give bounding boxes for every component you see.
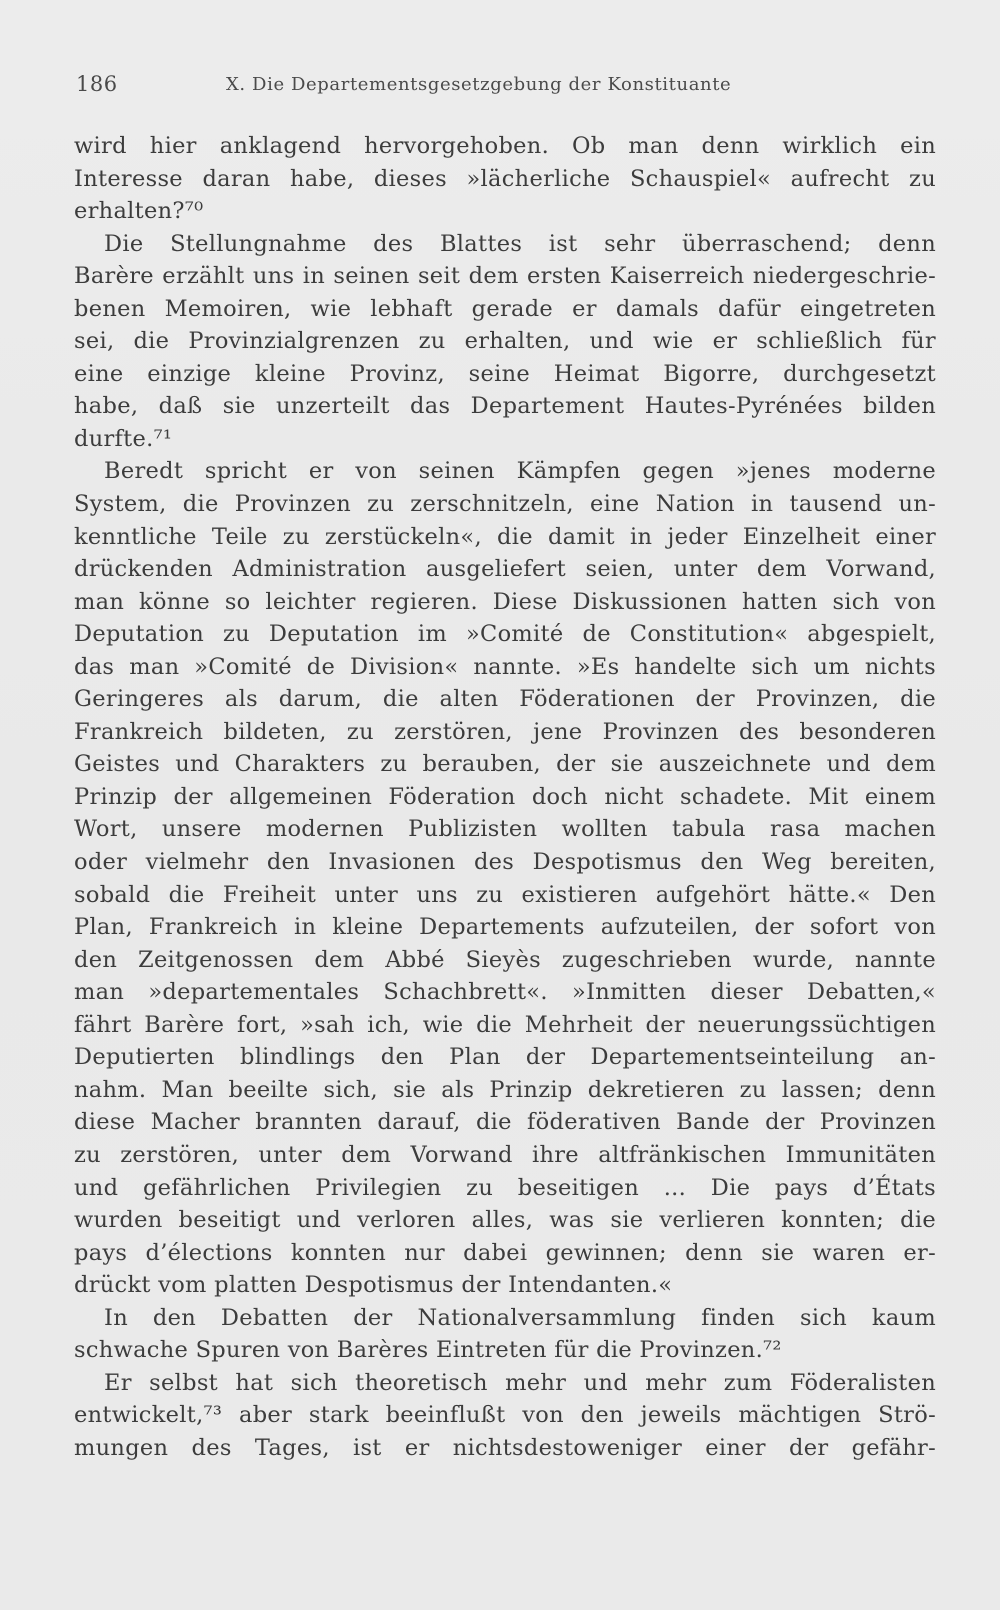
- text-line: Interesse daran habe, dieses »lächerliche Schauspiel« aufrecht zu: [74, 165, 936, 192]
- text-line: sei, die Provinzialgrenzen zu erhalten, und wie er schließlich für: [74, 328, 936, 355]
- text-line: Barère erzählt uns in seinen seit dem ersten Kaiserreich niedergeschrie-: [74, 263, 936, 290]
- text-line: Geringeres als darum, die alten Föderationen der Provinzen, die: [74, 686, 936, 713]
- text-line: den Zeitgenossen dem Abbé Sieyès zugeschrieben wurde, nannte: [74, 946, 936, 973]
- text-line: durfte.⁷¹: [74, 425, 173, 452]
- page-number: 186: [76, 72, 118, 96]
- text-line: man könne so leichter regieren. Diese Diskussionen hatten sich von: [74, 588, 936, 615]
- text-line: Prinzip der allgemeinen Föderation doch nicht schadete. Mit einem: [74, 783, 936, 810]
- text-line: Geistes und Charakters zu berauben, der sie auszeichnete und dem: [74, 751, 936, 778]
- running-title: X. Die Departementsgesetzgebung der Konstituante: [226, 74, 732, 95]
- text-line: nahm. Man beeilte sich, sie als Prinzip dekretieren zu lassen; denn: [74, 1076, 936, 1103]
- text-line: Die Stellungnahme des Blattes ist sehr überraschend; denn: [104, 230, 936, 257]
- text-line: wurden beseitigt und verloren alles, was sie verlieren konnten; die: [74, 1207, 936, 1234]
- text-line: fährt Barère fort, »sah ich, wie die Mehrheit der neuerungssüchtigen: [74, 1011, 936, 1038]
- text-line: diese Macher brannten darauf, die föderativen Bande der Provinzen: [74, 1109, 936, 1136]
- text-line: das man »Comité de Division« nannte. »Es handelte sich um nichts: [74, 653, 936, 680]
- text-line: sobald die Freiheit unter uns zu existieren aufgehört hätte.« Den: [74, 881, 936, 908]
- text-line: oder vielmehr den Invasionen des Despotismus den Weg bereiten,: [74, 849, 936, 876]
- text-line: Wort, unsere modernen Publizisten wollten tabula rasa machen: [74, 816, 936, 843]
- text-line: habe, daß sie unzerteilt das Departement Hautes-Pyrénées bilden: [74, 393, 936, 420]
- text-line: Beredt spricht er von seinen Kämpfen gegen »jenes moderne: [104, 458, 936, 485]
- text-line: Er selbst hat sich theoretisch mehr und mehr zum Föderalisten: [104, 1369, 936, 1396]
- text-line: zu zerstören, unter dem Vorwand ihre altfränkischen Immunitäten: [74, 1141, 936, 1168]
- text-line: schwache Spuren von Barères Eintreten für die Provinzen.⁷²: [74, 1337, 782, 1364]
- text-line: benen Memoiren, wie lebhaft gerade er damals dafür eingetreten: [74, 295, 936, 322]
- text-line: entwickelt,⁷³ aber stark beeinflußt von den jeweils mächtigen Strö-: [74, 1402, 936, 1429]
- text-line: Frankreich bildeten, zu zerstören, jene Provinzen des besonderen: [74, 718, 936, 745]
- text-line: kenntliche Teile zu zerstückeln«, die damit in jeder Einzelheit einer: [74, 523, 936, 550]
- text-line: pays d’élections konnten nur dabei gewinnen; denn sie waren er-: [74, 1239, 936, 1266]
- text-line: System, die Provinzen zu zerschnitzeln, eine Nation in tausend un-: [74, 491, 936, 518]
- text-line: man »departementales Schachbrett«. »Inmitten dieser Debatten,«: [74, 979, 936, 1006]
- text-line: drückenden Administration ausgeliefert seien, unter dem Vorwand,: [74, 556, 936, 583]
- text-line: eine einzige kleine Provinz, seine Heimat Bigorre, durchgesetzt: [74, 360, 936, 387]
- text-line: Deputation zu Deputation im »Comité de Constitution« abgespielt,: [74, 621, 936, 648]
- body-text: [74, 130, 936, 1464]
- text-line: mungen des Tages, ist er nichtsdestoweniger einer der gefähr-: [74, 1434, 936, 1461]
- text-line: und gefährlichen Privilegien zu beseitigen ... Die pays d’États: [74, 1174, 936, 1201]
- text-line: Deputierten blindlings den Plan der Departementseinteilung an-: [74, 1044, 936, 1071]
- text-line: wird hier anklagend hervorgehoben. Ob man denn wirklich ein: [74, 133, 936, 159]
- text-line: Plan, Frankreich in kleine Departements aufzuteilen, der sofort von: [74, 914, 936, 941]
- running-head: [76, 72, 938, 102]
- text-line: erhalten?⁷⁰: [74, 198, 204, 225]
- text-line: In den Debatten der Nationalversammlung finden sich kaum: [104, 1304, 936, 1331]
- text-line: drückt vom platten Despotismus der Intendanten.«: [74, 1272, 673, 1299]
